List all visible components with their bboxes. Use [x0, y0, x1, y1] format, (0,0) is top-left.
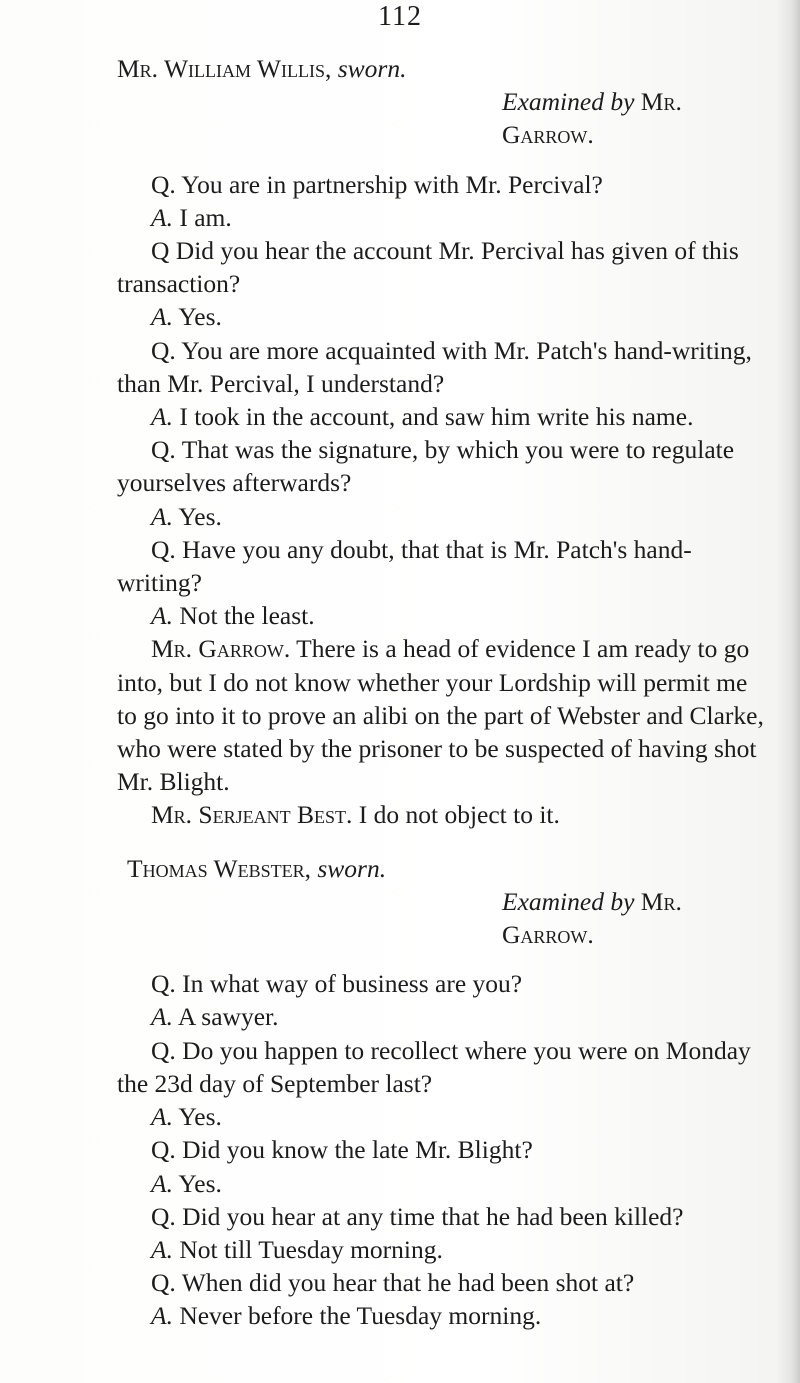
- question-label: Q.: [151, 335, 176, 365]
- witness-status: sworn.: [317, 853, 387, 883]
- question-label: Q: [151, 236, 170, 266]
- witness-heading: [117, 52, 767, 85]
- answer-label: A.: [151, 202, 173, 232]
- question-line: [117, 334, 767, 400]
- testimony-block-willis: [117, 168, 767, 633]
- question-line: [117, 168, 767, 201]
- question-text: When did you hear that he had been shot at?: [181, 1268, 635, 1298]
- question-text: Do you happen to recollect where you were on Monday the 23d day of September last?: [117, 1035, 751, 1098]
- question-line: [117, 1034, 767, 1100]
- answer-line: [117, 300, 767, 333]
- statement-text: I do not object to it.: [358, 800, 560, 830]
- page-text: [117, 52, 767, 1333]
- witness-name: Thomas Webster,: [127, 853, 311, 883]
- question-label: Q.: [151, 1268, 176, 1298]
- examined-by-line: [117, 885, 767, 951]
- question-line: [117, 533, 767, 599]
- answer-line: [117, 599, 767, 632]
- answer-label: A.: [151, 402, 173, 432]
- witness-name: Mr. William Willis,: [117, 54, 332, 83]
- examiner-name: Mr. Garrow.: [502, 886, 682, 950]
- answer-text: I am.: [179, 202, 232, 232]
- question-line: [117, 967, 767, 1000]
- answer-label: A.: [151, 1002, 173, 1032]
- answer-line: [117, 400, 767, 433]
- speaker-name: Mr. Garrow.: [151, 634, 291, 664]
- question-label: Q.: [151, 1035, 176, 1065]
- answer-text: Never before the Tuesday morning.: [179, 1301, 542, 1331]
- question-text: You are more acquainted with Mr. Patch's hand-writing, than Mr. Percival, I understand?: [117, 335, 752, 398]
- answer-line: [117, 201, 767, 234]
- question-label: Q.: [151, 534, 176, 564]
- page-number: 112: [378, 1, 422, 32]
- counsel-statement-garrow: [117, 632, 767, 798]
- answer-text: Yes.: [178, 1168, 222, 1198]
- question-text: Did you hear the account Mr. Percival has given of this transaction?: [117, 236, 739, 299]
- question-line: [117, 1266, 767, 1299]
- answer-label: A.: [151, 1168, 173, 1198]
- answer-label: A.: [151, 1234, 173, 1264]
- answer-line: [117, 1299, 767, 1332]
- answer-label: A.: [151, 1301, 173, 1331]
- witness-heading: [117, 852, 767, 885]
- answer-label: A.: [151, 601, 173, 631]
- question-line: [117, 234, 767, 300]
- answer-line: [117, 1233, 767, 1266]
- question-text: You are in partnership with Mr. Percival?: [181, 169, 603, 199]
- question-label: Q.: [151, 435, 176, 465]
- speaker-name: Mr. Serjeant Best.: [151, 800, 353, 830]
- statement-text: There is a head of evidence I am ready to go into, but I do not know whether your Lordship will permit me to go into it to prove an alibi on the part of Webster and Clarke, who were stated by the prisoner to be suspected of having shot Mr. Blight.: [117, 634, 764, 797]
- answer-text: Not the least.: [179, 601, 315, 631]
- answer-text: Yes.: [178, 501, 222, 531]
- answer-line: [117, 1000, 767, 1033]
- answer-line: [117, 500, 767, 533]
- answer-text: I took in the account, and saw him write his name.: [179, 402, 694, 432]
- answer-text: A sawyer.: [177, 1002, 279, 1032]
- examiner-name: Mr. Garrow.: [502, 87, 682, 150]
- answer-label: A.: [151, 1102, 173, 1132]
- question-line: [117, 433, 767, 499]
- counsel-statement-best: [117, 798, 767, 831]
- question-text: That was the signature, by which you were to regulate yourselves afterwards?: [117, 435, 735, 498]
- answer-text: Yes.: [178, 1102, 222, 1132]
- question-text: Did you know the late Mr. Blight?: [182, 1135, 533, 1165]
- answer-text: Not till Tuesday morning.: [179, 1234, 443, 1264]
- question-text: Did you hear at any time that he had been killed?: [182, 1201, 684, 1231]
- question-line: [117, 1133, 767, 1166]
- answer-line: [117, 1100, 767, 1133]
- question-label: Q.: [151, 1135, 176, 1165]
- question-label: Q.: [151, 1201, 176, 1231]
- examined-prefix: Examined by: [502, 87, 635, 117]
- examined-by-line: [117, 85, 767, 151]
- answer-text: Yes.: [178, 302, 222, 332]
- question-label: Q.: [151, 969, 176, 999]
- testimony-block-webster: [117, 967, 767, 1332]
- witness-status: sworn.: [337, 54, 407, 83]
- question-text: In what way of business are you?: [182, 969, 523, 999]
- question-text: Have you any doubt, that that is Mr. Patch's hand-writing?: [117, 534, 692, 598]
- page-edge-shadow: [792, 0, 800, 1383]
- question-label: Q.: [151, 169, 176, 199]
- examined-prefix: Examined by: [502, 886, 635, 916]
- answer-label: A.: [151, 302, 173, 332]
- answer-line: [117, 1167, 767, 1200]
- answer-label: A.: [151, 501, 173, 531]
- question-line: [117, 1200, 767, 1233]
